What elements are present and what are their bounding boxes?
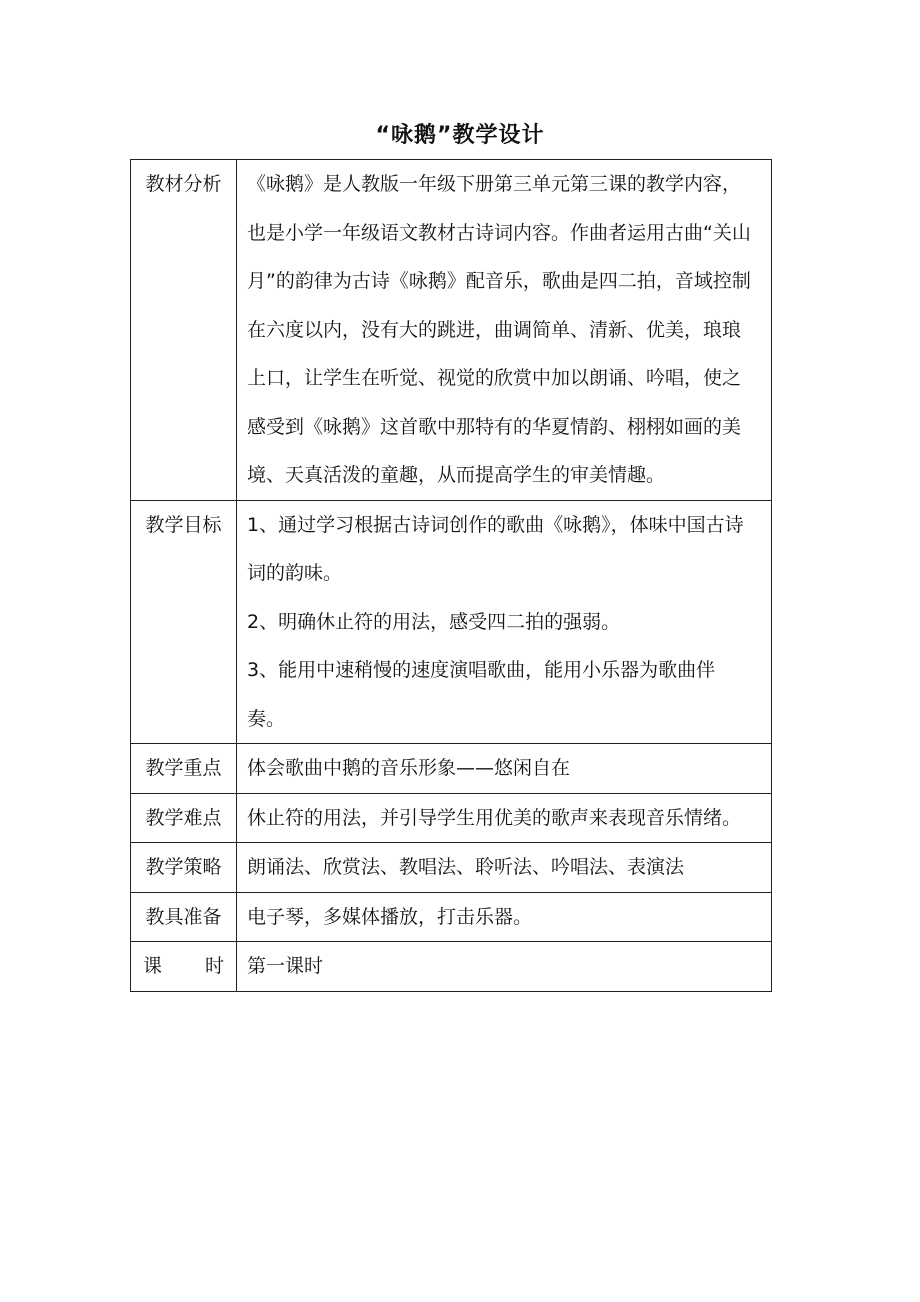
row-label: 教学难点 xyxy=(131,793,237,843)
paragraph: 休止符的用法，并引导学生用优美的歌声来表现音乐情绪。 xyxy=(247,806,742,829)
paragraph: 1、通过学习根据古诗词创作的歌曲《咏鹅》，体味中国古诗词的韵味。 xyxy=(247,513,744,584)
table-row-strategies xyxy=(131,843,772,893)
table-row-teaching-objectives xyxy=(131,500,772,744)
row-content xyxy=(237,793,772,843)
row-content xyxy=(237,942,772,992)
row-label: 教学策略 xyxy=(131,843,237,893)
paragraph: 电子琴，多媒体播放，打击乐器。 xyxy=(247,905,533,928)
row-label: 教学重点 xyxy=(131,744,237,794)
row-label: 课 时 xyxy=(131,942,237,992)
table-row-material-analysis xyxy=(131,160,772,501)
row-label: 教学目标 xyxy=(131,500,237,744)
paragraph: 体会歌曲中鹅的音乐形象——悠闲自在 xyxy=(247,757,571,779)
paragraph: 朗诵法、欣赏法、教唱法、聆听法、吟唱法、表演法 xyxy=(247,856,685,878)
row-content xyxy=(237,892,772,942)
table-row-class-hours xyxy=(131,942,772,992)
page-title: “咏鹅”教学设计 xyxy=(375,123,545,148)
row-label: 教材分析 xyxy=(131,160,237,501)
table-row-teaching-aids xyxy=(131,892,772,942)
row-label: 教具准备 xyxy=(131,892,237,942)
table-row-key-points xyxy=(131,744,772,794)
paragraph: 2、明确休止符的用法，感受四二拍的强弱。 xyxy=(247,610,621,633)
lesson-plan-table xyxy=(130,159,772,992)
row-content xyxy=(237,843,772,893)
table-row-difficulties xyxy=(131,793,772,843)
paragraph: 《咏鹅》是人教版一年级下册第三单元第三课的教学内容，也是小学一年级语文教材古诗词内容。作曲者运用古曲“关山月”的韵律为古诗《咏鹅》配音乐，歌曲是四二拍，音域控制在六度以内，没有大的跳进，曲调简单、清新、优美，琅琅上口，让学生在听觉、视觉的欣赏中加以朗诵、吟唱，使之感受到《咏鹅》这首歌中那特有的华夏情韵、栩栩如画的美境、天真活泼的童趣，从而提高学生的审美情趣。 xyxy=(247,173,751,486)
paragraph: 第一课时 xyxy=(247,955,324,977)
paragraph: 3、能用中速稍慢的速度演唱歌曲，能用小乐器为歌曲伴奏。 xyxy=(247,659,716,730)
row-content xyxy=(237,744,772,794)
row-content xyxy=(237,160,772,501)
row-content xyxy=(237,500,772,744)
